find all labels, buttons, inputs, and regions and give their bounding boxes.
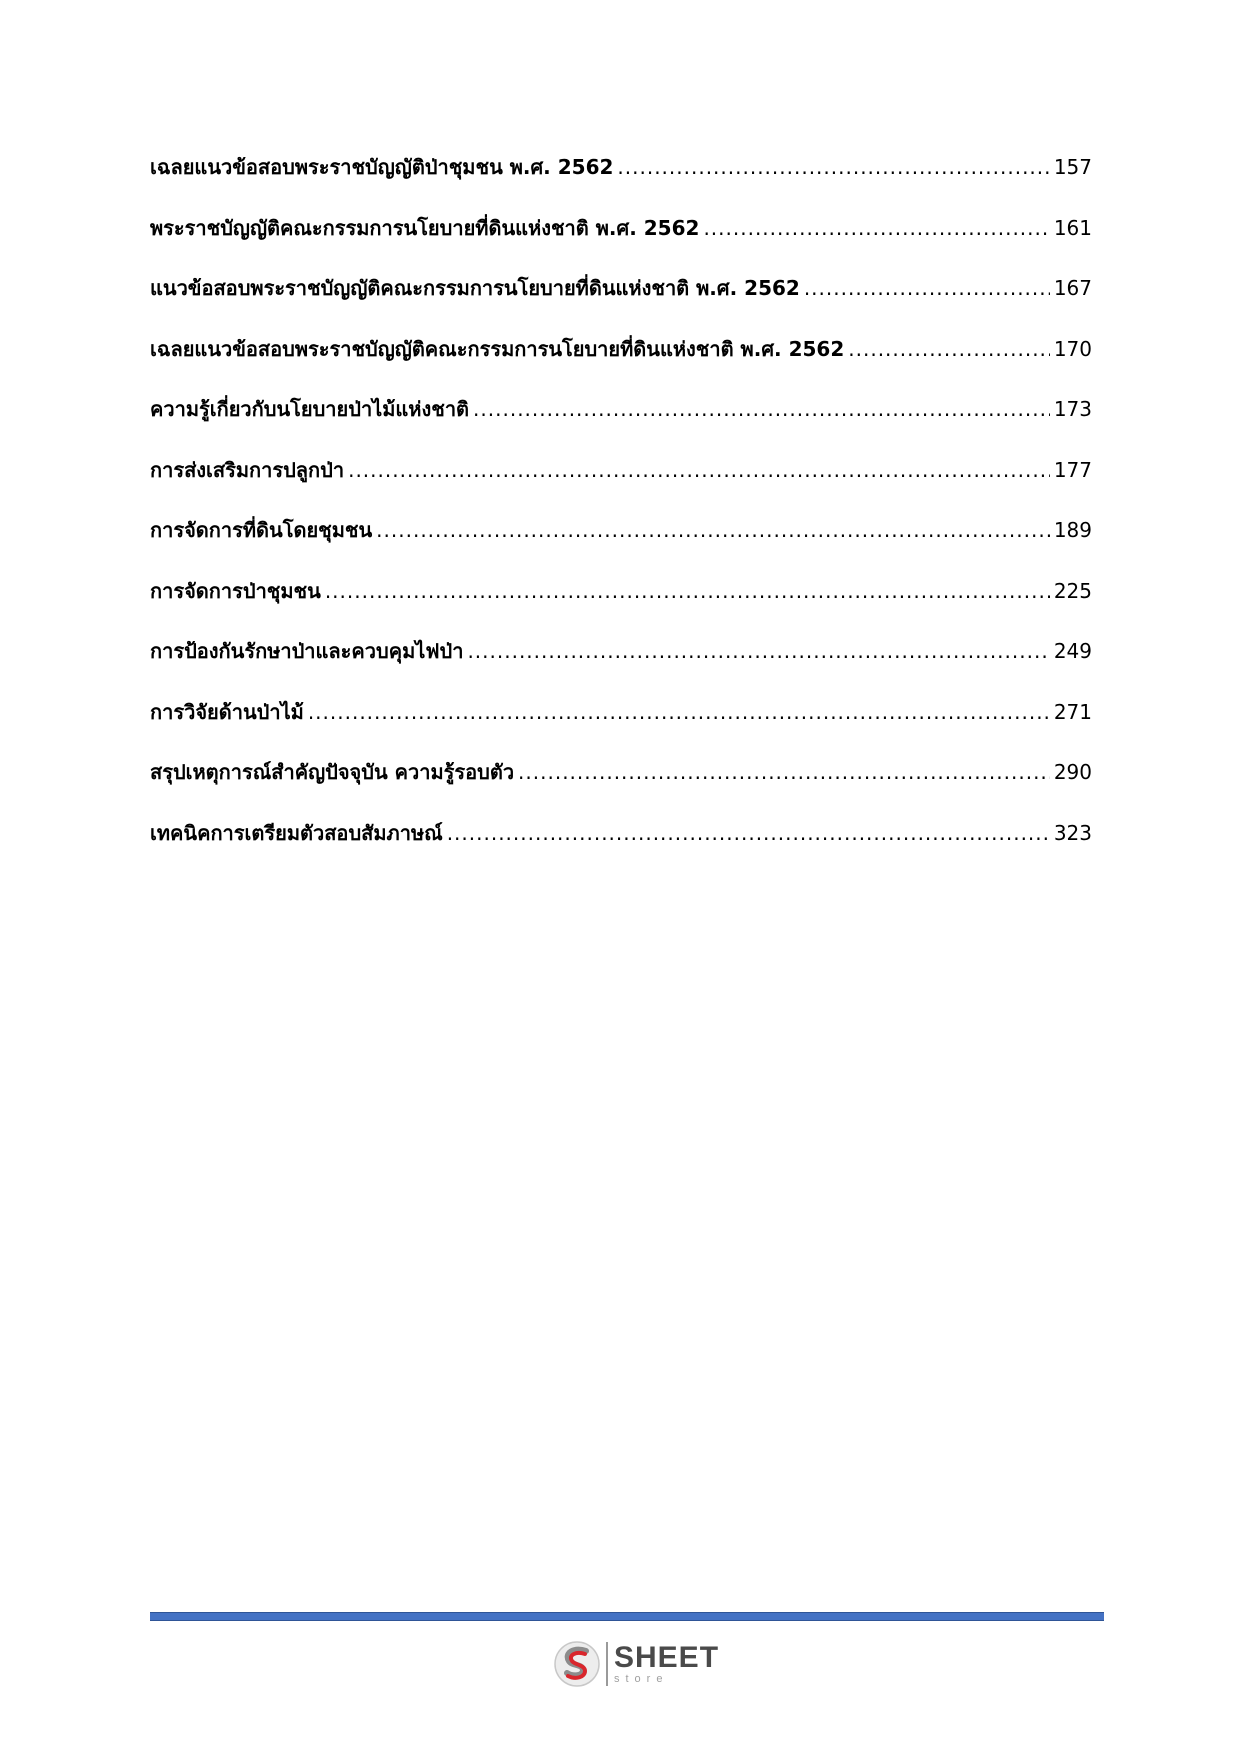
sheet-store-logo-icon [552,1639,602,1689]
toc-entry[interactable] [150,699,1092,760]
toc-dot-leader [467,638,1049,664]
toc-dot-leader [447,820,1050,846]
toc-entry-title: การจัดการป่าชุมชน [150,578,321,603]
toc-dot-leader [308,699,1050,725]
toc-entry-page: 225 [1053,578,1092,603]
toc-entry[interactable] [150,820,1092,881]
toc-entry[interactable] [150,275,1092,336]
toc-entry-title: การจัดการที่ดินโดยชุมชน [150,518,373,542]
toc-entry-page: 290 [1053,760,1092,784]
logo-word: SHEET [614,1641,720,1674]
toc-entry-page: 271 [1053,699,1092,724]
toc-entry-page: 167 [1053,276,1092,300]
toc-entry-page: 170 [1053,336,1092,361]
toc-dot-leader [473,396,1050,422]
toc-entry-page: 173 [1053,397,1092,421]
toc-dot-leader [848,336,1050,362]
toc-entry[interactable] [150,578,1092,639]
toc-dot-leader [617,154,1049,180]
toc-entry-page: 249 [1053,639,1092,663]
footer-divider-bar [150,1612,1104,1621]
toc-entry[interactable] [150,154,1092,215]
toc-entry[interactable] [150,759,1092,820]
toc-entry-title: ความรู้เกี่ยวกับนโยบายป่าไม้แห่งชาติ [150,397,470,421]
toc-entry-page: 157 [1053,155,1092,179]
toc-dot-leader [703,215,1049,241]
toc-entry[interactable] [150,457,1092,518]
toc-entry-title: การป้องกันรักษาป่าและควบคุมไฟป่า [150,639,464,663]
toc-entry-title: เฉลยแนวข้อสอบพระราชบัญญัติป่าชุมชน พ.ศ. 2562 [150,155,614,179]
toc-entry-title: แนวข้อสอบพระราชบัญญัติคณะกรรมการนโยบายที่ดินแห่งชาติ พ.ศ. 2562 [150,276,800,300]
toc-dot-leader [348,457,1050,483]
toc-entry[interactable] [150,396,1092,457]
toc-entry-title: เทคนิคการเตรียมตัวสอบสัมภาษณ์ [150,820,443,845]
toc-entry-title: สรุปเหตุการณ์สำคัญปัจจุบัน ความรู้รอบตัว [150,760,515,784]
toc-dot-leader [325,578,1050,604]
logo-subtitle: store [614,1673,669,1685]
toc-dot-leader [804,275,1050,301]
toc-entry[interactable] [150,517,1092,578]
sheet-store-logo [552,1638,719,1690]
toc-entry-page: 177 [1053,457,1092,482]
table-of-contents [150,154,1092,880]
logo-text [614,1643,719,1685]
toc-entry-title: เฉลยแนวข้อสอบพระราชบัญญัติคณะกรรมการนโยบายที่ดินแห่งชาติ พ.ศ. 2562 [150,336,845,361]
toc-entry[interactable] [150,638,1092,699]
toc-entry[interactable] [150,336,1092,397]
toc-entry-page: 189 [1053,518,1092,542]
toc-entry-title: พระราชบัญญัติคณะกรรมการนโยบายที่ดินแห่งชาติ พ.ศ. 2562 [150,215,700,240]
toc-entry-page: 323 [1053,820,1092,845]
toc-entry[interactable] [150,215,1092,276]
logo-divider [606,1642,608,1686]
toc-dot-leader [518,759,1050,785]
toc-entry-page: 161 [1053,215,1092,240]
toc-entry-title: การส่งเสริมการปลูกป่า [150,457,345,482]
toc-entry-title: การวิจัยด้านป่าไม้ [150,699,304,724]
toc-dot-leader [376,517,1050,543]
